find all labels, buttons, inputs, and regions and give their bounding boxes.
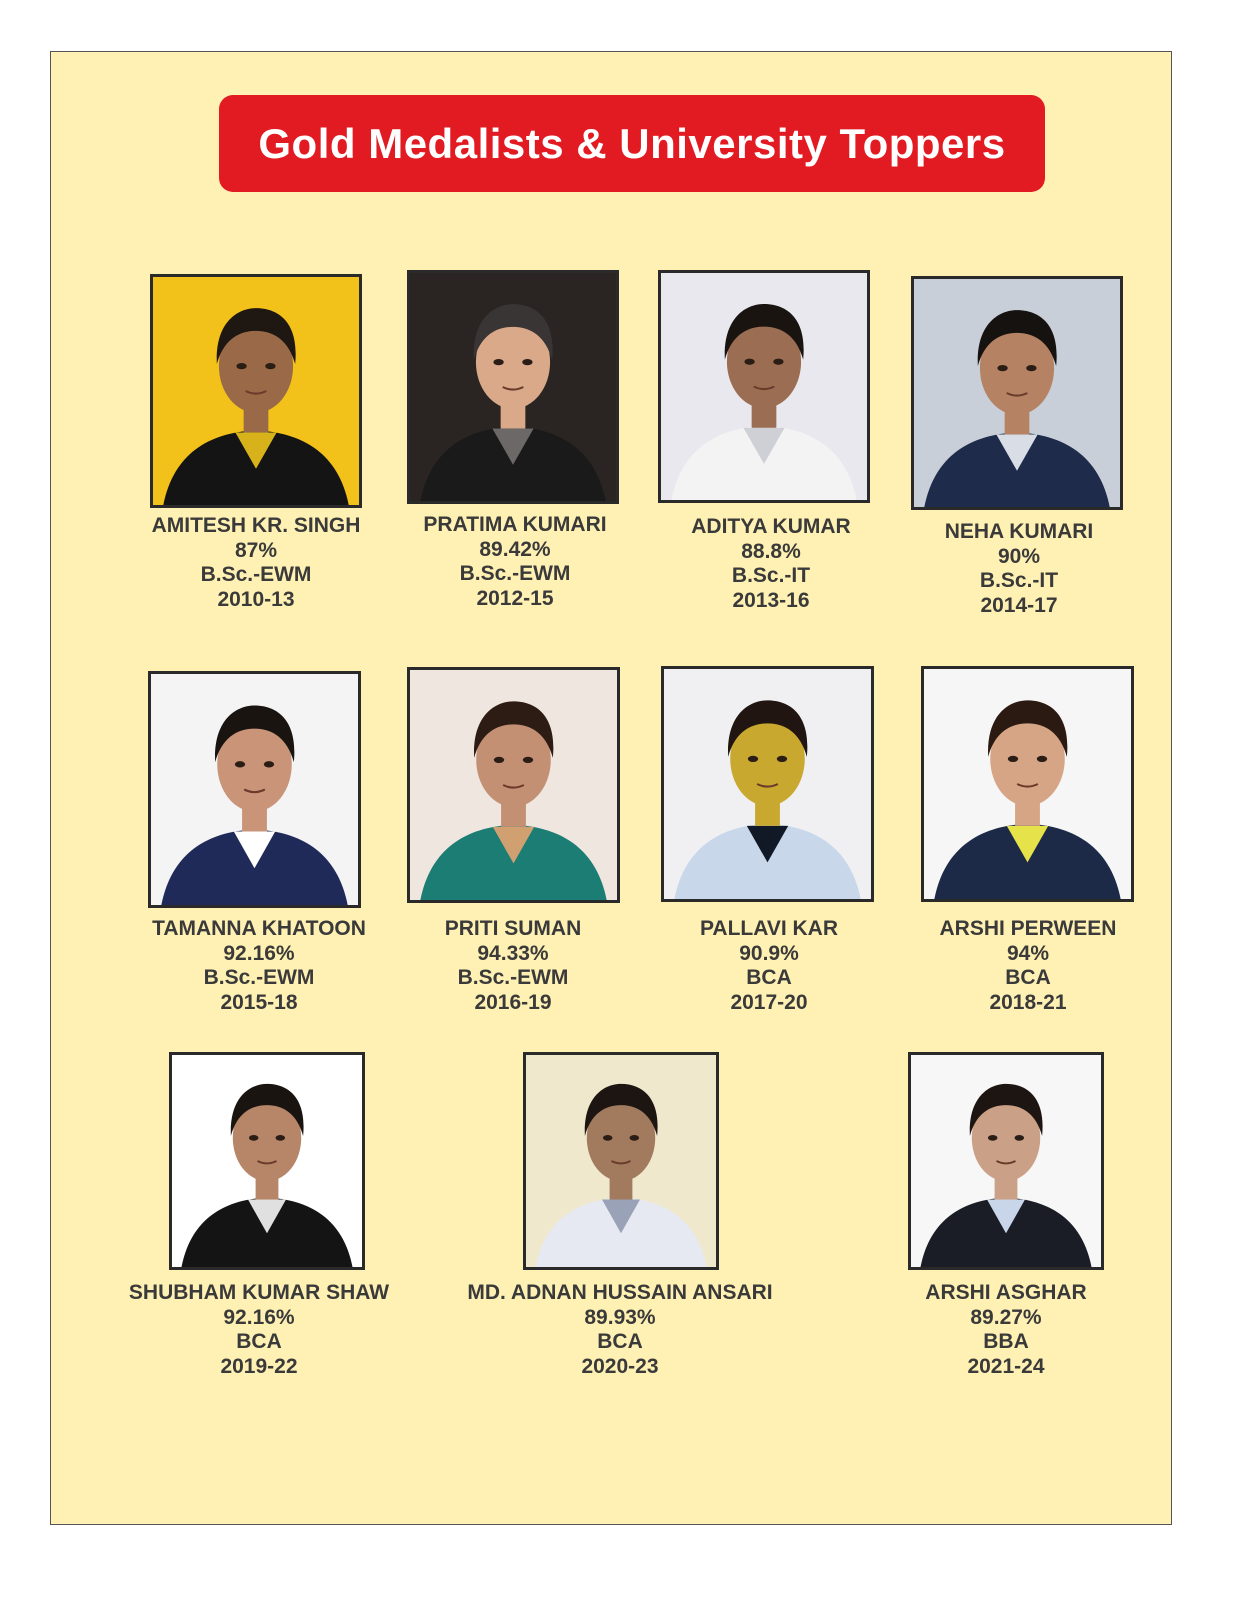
topper-photo xyxy=(523,1052,719,1270)
portrait-icon xyxy=(172,1055,362,1267)
topper-percentage: 89.27% xyxy=(970,1305,1042,1329)
topper-photo xyxy=(661,666,874,902)
topper-photo xyxy=(908,1052,1104,1270)
topper-caption xyxy=(59,1281,459,1379)
portrait-icon xyxy=(526,1055,716,1267)
topper-photo xyxy=(407,667,620,903)
topper-photo xyxy=(150,274,362,508)
topper-session: 2014-17 xyxy=(980,593,1058,617)
portrait-icon xyxy=(924,669,1131,899)
topper-photo xyxy=(911,276,1123,510)
topper-name: PRATIMA KUMARI xyxy=(423,513,607,536)
topper-course: B.Sc.-EWM xyxy=(203,966,315,989)
topper-session: 2012-15 xyxy=(476,586,554,610)
topper-session: 2013-16 xyxy=(732,588,810,612)
topper-photo xyxy=(169,1052,365,1270)
topper-name: ADITYA KUMAR xyxy=(691,515,851,538)
portrait-icon xyxy=(914,279,1120,507)
topper-course: BCA xyxy=(597,1330,643,1353)
topper-caption xyxy=(828,917,1228,1015)
topper-course: B.Sc.-EWM xyxy=(459,562,571,585)
topper-name: SHUBHAM KUMAR SHAW xyxy=(128,1281,390,1304)
topper-course: BCA xyxy=(236,1330,282,1353)
topper-percentage: 87% xyxy=(234,538,278,562)
topper-name: PRITI SUMAN xyxy=(444,917,582,940)
topper-name: ARSHI PERWEEN xyxy=(939,917,1117,940)
topper-percentage: 94.33% xyxy=(477,941,549,965)
topper-course: B.Sc.-EWM xyxy=(200,563,312,586)
topper-caption xyxy=(819,520,1219,618)
topper-name: PALLAVI KAR xyxy=(699,917,839,940)
topper-percentage: 92.16% xyxy=(223,941,295,965)
topper-session: 2015-18 xyxy=(220,990,298,1014)
topper-percentage: 90.9% xyxy=(739,941,799,965)
topper-name: ARSHI ASGHAR xyxy=(925,1281,1087,1304)
topper-session: 2021-24 xyxy=(967,1354,1045,1378)
page-title: Gold Medalists & University Toppers xyxy=(258,119,1006,167)
topper-percentage: 89.42% xyxy=(479,537,551,561)
topper-percentage: 90% xyxy=(997,544,1041,568)
topper-course: BBA xyxy=(983,1330,1029,1353)
portrait-icon xyxy=(410,670,617,900)
topper-course: B.Sc.-IT xyxy=(979,569,1059,592)
topper-course: B.Sc.-EWM xyxy=(457,966,569,989)
title-banner xyxy=(219,95,1045,192)
portrait-icon xyxy=(664,669,871,899)
topper-caption xyxy=(806,1281,1206,1379)
topper-name: TAMANNA KHATOON xyxy=(152,917,366,940)
topper-photo xyxy=(148,671,361,908)
topper-session: 2018-21 xyxy=(989,990,1067,1014)
topper-photo xyxy=(921,666,1134,902)
portrait-icon xyxy=(911,1055,1101,1267)
topper-photo xyxy=(658,270,870,503)
topper-session: 2020-23 xyxy=(581,1354,659,1378)
topper-name: AMITESH KR. SINGH xyxy=(151,514,361,537)
topper-session: 2010-13 xyxy=(217,587,295,611)
topper-percentage: 94% xyxy=(1006,941,1050,965)
topper-session: 2017-20 xyxy=(730,990,808,1014)
portrait-icon xyxy=(661,273,867,500)
portrait-icon xyxy=(153,277,359,505)
topper-percentage: 89.93% xyxy=(584,1305,656,1329)
portrait-icon xyxy=(151,674,358,905)
topper-session: 2019-22 xyxy=(220,1354,298,1378)
topper-name: MD. ADNAN HUSSAIN ANSARI xyxy=(467,1281,773,1304)
topper-course: BCA xyxy=(1005,966,1051,989)
topper-photo xyxy=(407,270,619,504)
portrait-icon xyxy=(410,273,616,501)
topper-session: 2016-19 xyxy=(474,990,552,1014)
topper-percentage: 88.8% xyxy=(741,539,801,563)
topper-course: B.Sc.-IT xyxy=(731,564,811,587)
topper-percentage: 92.16% xyxy=(223,1305,295,1329)
topper-name: NEHA KUMARI xyxy=(944,520,1094,543)
topper-caption xyxy=(420,1281,820,1379)
topper-course: BCA xyxy=(746,966,792,989)
